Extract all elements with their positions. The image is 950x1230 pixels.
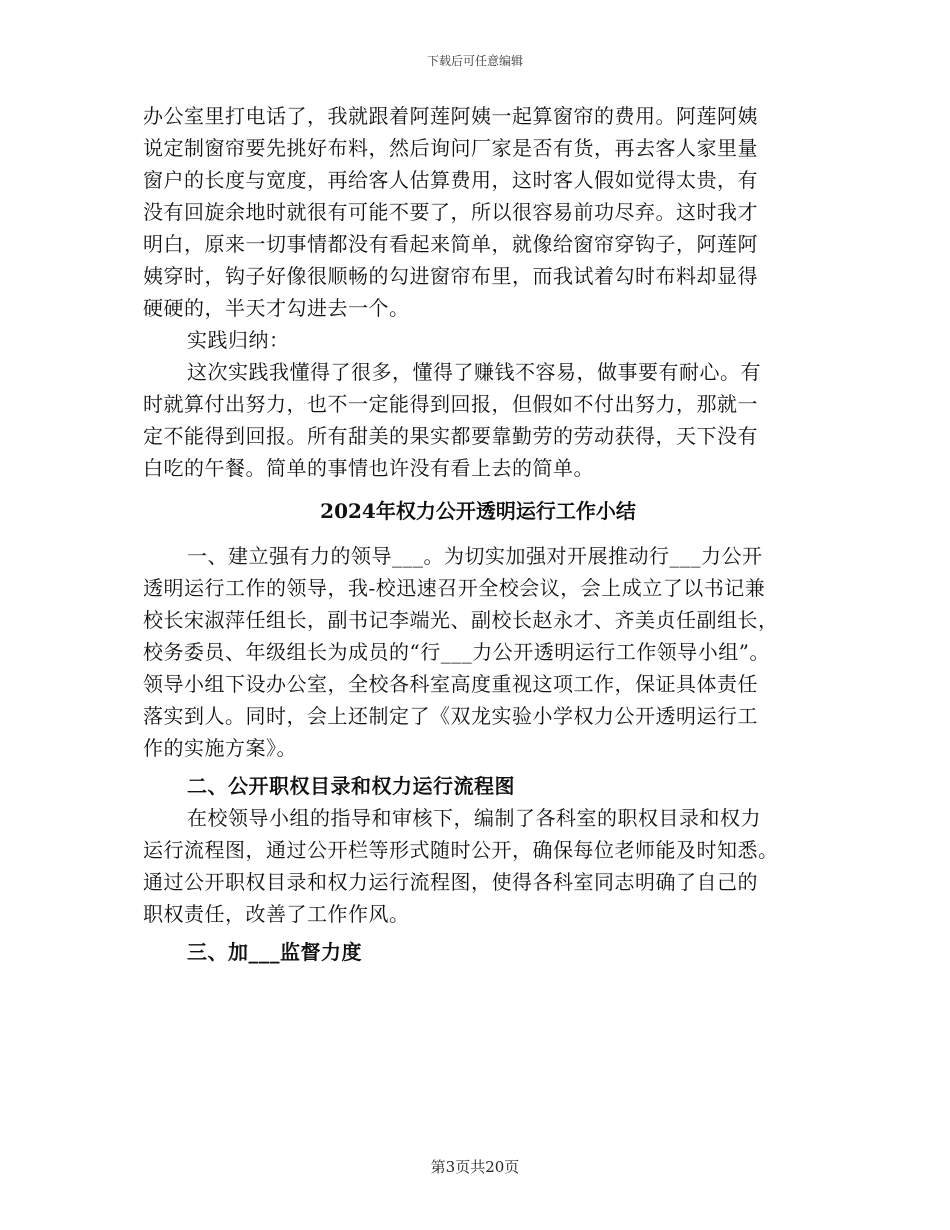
text-line: 白吃的午餐。简单的事情也许没有看上去的简单。 (143, 456, 594, 480)
text-line: 职权责任，改善了工作作风。 (143, 902, 410, 926)
section-authority-catalog (143, 802, 813, 930)
text-line: 领导小组下设办公室，全校各科室高度重视这项工作，保证具体责任 (143, 672, 758, 696)
text-line: 校务委员、年级组长为成员的“行___力公开透明运行工作领导小组”。 (143, 640, 770, 664)
text-line: 明白，原来一切事情都没有看起来简单，就像给窗帘穿钩子，阿莲阿 (143, 232, 758, 256)
text-line: 时就算付出努力，也不一定能得到回报，但假如不付出努力，那就一 (143, 392, 758, 416)
text-line: 校长宋淑萍任组长，副书记李端光、副校长赵永才、齐美贞任副组长， (143, 608, 779, 632)
text-line: 硬硬的，半天才勾进去一个。 (143, 296, 410, 320)
document-title: 2024年权力公开透明运行工作小结 (320, 499, 636, 523)
section-leadership (143, 540, 813, 764)
page-header-note: 下载后可任意编辑 (426, 54, 523, 68)
text-line: 这次实践我懂得了很多，懂得了赚钱不容易，做事要有耐心。有 (187, 360, 761, 384)
summary-label: 实践归纳： (187, 328, 290, 352)
text-line: 一、建立强有力的领导___。为切实加强对开展推动行___力公开 (187, 544, 763, 568)
text-line: 落实到人。同时，会上还制定了《双龙实验小学权力公开透明运行工 (143, 704, 758, 728)
text-line: 在校领导小组的指导和审核下，编制了各科室的职权目录和权力 (187, 806, 761, 830)
text-line: 窗户的长度与宽度，再给客人估算费用，这时客人假如觉得太贵，有 (143, 168, 758, 192)
text-line: 办公室里打电话了，我就跟着阿莲阿姨一起算窗帘的费用。阿莲阿姨 (143, 104, 758, 128)
paragraph-practice-story (143, 100, 813, 324)
paragraph-practice-summary (143, 356, 813, 484)
text-line: 没有回旋余地时就很有可能不要了，所以很容易前功尽弃。这时我才 (143, 200, 758, 224)
text-line: 定不能得到回报。所有甜美的果实都要靠勤劳的劳动获得，天下没有 (143, 424, 758, 448)
section-heading-3: 三、加___监督力度 (187, 940, 362, 964)
text-line: 通过公开职权目录和权力运行流程图，使得各科室同志明确了自己的 (143, 870, 758, 894)
text-line: 作的实施方案》。 (143, 736, 297, 760)
page-footer-number: 第3页共20页 (430, 1158, 520, 1176)
text-line: 运行流程图，通过公开栏等形式随时公开，确保每位老师能及时知悉。 (143, 838, 779, 862)
text-line: 说定制窗帘要先挑好布料，然后询问厂家是否有货，再去客人家里量 (143, 136, 758, 160)
section-heading-2: 二、公开职权目录和权力运行流程图 (187, 774, 515, 798)
text-line: 透明运行工作的领导，我-校迅速召开全校会议，会上成立了以书记兼 (143, 576, 766, 600)
text-line: 姨穿时，钩子好像很顺畅的勾进窗帘布里，而我试着勾时布料却显得 (143, 264, 758, 288)
document-body (143, 100, 813, 968)
